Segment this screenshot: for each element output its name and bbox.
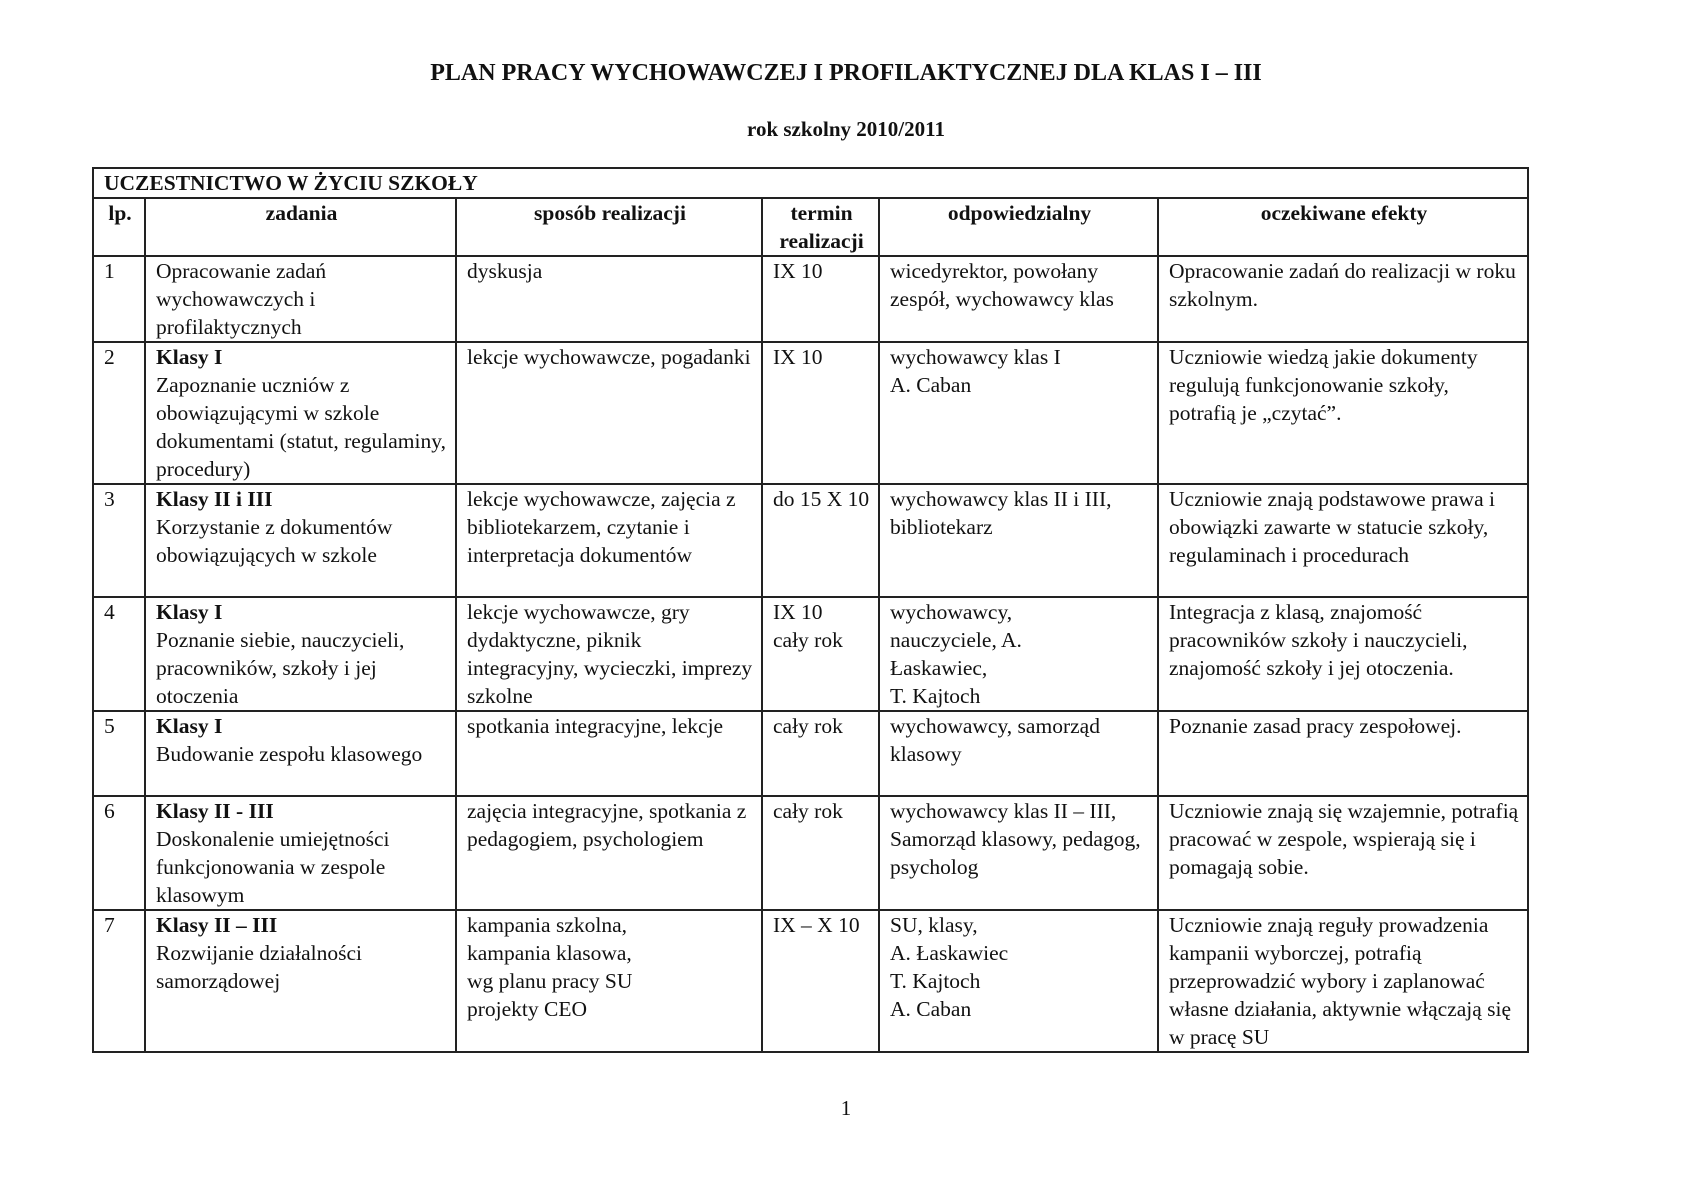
- cell-efekty: Integracja z klasą, znajomość pracowników szkoły i nauczycieli, znajomość szkoły i jej otoczenia.: [1158, 597, 1528, 711]
- cell-zadania: [145, 342, 456, 484]
- cell-odpowiedzialny: [879, 342, 1158, 484]
- cell-termin: do 15 X 10: [762, 484, 879, 597]
- cell-lp: 6: [93, 796, 145, 910]
- responsible-line: SU, klasy,: [890, 913, 978, 937]
- cell-efekty: Uczniowie znają reguły prowadzenia kampanii wyborczej, potrafią przeprowadzić wybory i zaplanować własne działania, aktywnie włączają się w pracę SU: [1158, 910, 1528, 1052]
- class-group-label: Klasy II – III: [156, 913, 278, 937]
- table-row: [93, 597, 1528, 711]
- cell-odpowiedzialny: [879, 910, 1158, 1052]
- responsible-line: A. Caban: [890, 997, 972, 1021]
- table-row: [93, 711, 1528, 796]
- section-row: [93, 168, 1528, 198]
- cell-zadania: Opracowanie zadań wychowawczych i profilaktycznych: [145, 256, 456, 342]
- cell-zadania: [145, 597, 456, 711]
- page-title: PLAN PRACY WYCHOWAWCZEJ I PROFILAKTYCZNEJ DLA KLAS I – III: [430, 60, 1262, 86]
- method-line: kampania szkolna,: [467, 913, 628, 937]
- table-row: [93, 796, 1528, 910]
- header-termin: termin realizacji: [762, 198, 879, 256]
- task-text: Zapoznanie uczniów z obowiązującymi w szkole dokumentami (statut, regulaminy, procedury): [156, 373, 446, 481]
- task-text: Doskonalenie umiejętności funkcjonowania w zespole klasowym: [156, 827, 390, 907]
- cell-zadania: [145, 796, 456, 910]
- cell-efekty: Opracowanie zadań do realizacji w roku szkolnym.: [1158, 256, 1528, 342]
- cell-sposob: lekcje wychowawcze, pogadanki: [456, 342, 762, 484]
- cell-sposob: lekcje wychowawcze, gry dydaktyczne, piknik integracyjny, wycieczki, imprezy szkolne: [456, 597, 762, 711]
- cell-efekty: Uczniowie znają się wzajemnie, potrafią pracować w zespole, wspierają się i pomagają sobie.: [1158, 796, 1528, 910]
- cell-zadania: [145, 711, 456, 796]
- responsible-line: T. Kajtoch: [890, 684, 981, 708]
- cell-lp: 5: [93, 711, 145, 796]
- cell-sposob: zajęcia integracyjne, spotkania z pedagogiem, psychologiem: [456, 796, 762, 910]
- page-number: 1: [840, 1096, 852, 1120]
- cell-efekty: Poznanie zasad pracy zespołowej.: [1158, 711, 1528, 796]
- cell-lp: 3: [93, 484, 145, 597]
- page-subtitle: rok szkolny 2010/2011: [747, 117, 945, 141]
- method-line: wg planu pracy SU: [467, 969, 633, 993]
- responsible-line: nauczyciele, A.: [890, 628, 1022, 652]
- class-group-label: Klasy I: [156, 345, 223, 369]
- responsible-line: A. Caban: [890, 373, 972, 397]
- class-group-label: Klasy I: [156, 600, 223, 624]
- cell-sposob: spotkania integracyjne, lekcje: [456, 711, 762, 796]
- header-row: [93, 198, 1528, 256]
- task-text: Korzystanie z dokumentów obowiązujących w szkole: [156, 515, 393, 567]
- class-group-label: Klasy I: [156, 714, 223, 738]
- cell-termin: IX 10: [762, 342, 879, 484]
- cell-lp: 7: [93, 910, 145, 1052]
- term-line: cały rok: [773, 628, 843, 652]
- term-line: IX 10: [773, 600, 823, 624]
- task-text: Budowanie zespołu klasowego: [156, 742, 423, 766]
- cell-odpowiedzialny: wychowawcy, samorząd klasowy: [879, 711, 1158, 796]
- responsible-line: wychowawcy,: [890, 600, 1013, 624]
- cell-efekty: Uczniowie znają podstawowe prawa i obowiązki zawarte w statucie szkoły, regulaminach i procedurach: [1158, 484, 1528, 597]
- cell-sposob: dyskusja: [456, 256, 762, 342]
- responsible-line: wychowawcy klas I: [890, 345, 1061, 369]
- cell-zadania: [145, 910, 456, 1052]
- cell-lp: 4: [93, 597, 145, 711]
- cell-termin: cały rok: [762, 796, 879, 910]
- cell-odpowiedzialny: wychowawcy klas II i III, bibliotekarz: [879, 484, 1158, 597]
- cell-termin: [762, 597, 879, 711]
- responsible-line: Łaskawiec,: [890, 656, 988, 680]
- cell-odpowiedzialny: wychowawcy klas II – III, Samorząd klasowy, pedagog, psycholog: [879, 796, 1158, 910]
- cell-odpowiedzialny: wicedyrektor, powołany zespół, wychowawcy klas: [879, 256, 1158, 342]
- header-efekty: oczekiwane efekty: [1158, 198, 1528, 256]
- class-group-label: Klasy II - III: [156, 799, 274, 823]
- responsible-line: A. Łaskawiec: [890, 941, 1009, 965]
- cell-sposob: [456, 910, 762, 1052]
- cell-lp: 1: [93, 256, 145, 342]
- table-row: [93, 256, 1528, 342]
- plan-table: [92, 167, 1529, 1053]
- header-lp: lp.: [93, 198, 145, 256]
- header-odpowiedzialny: odpowiedzialny: [879, 198, 1158, 256]
- table-row: [93, 910, 1528, 1052]
- table-row: [93, 342, 1528, 484]
- class-group-label: Klasy II i III: [156, 487, 273, 511]
- task-text: Poznanie siebie, nauczycieli, pracowników, szkoły i jej otoczenia: [156, 628, 405, 708]
- cell-efekty: Uczniowie wiedzą jakie dokumenty regulują funkcjonowanie szkoły, potrafią je „czytać”.: [1158, 342, 1528, 484]
- cell-zadania: [145, 484, 456, 597]
- method-line: kampania klasowa,: [467, 941, 632, 965]
- section-title: UCZESTNICTWO W ŻYCIU SZKOŁY: [93, 168, 1528, 198]
- cell-lp: 2: [93, 342, 145, 484]
- header-sposob: sposób realizacji: [456, 198, 762, 256]
- table-row: [93, 484, 1528, 597]
- cell-odpowiedzialny: [879, 597, 1158, 711]
- cell-termin: IX – X 10: [762, 910, 879, 1052]
- cell-termin: IX 10: [762, 256, 879, 342]
- responsible-line: T. Kajtoch: [890, 969, 981, 993]
- cell-termin: cały rok: [762, 711, 879, 796]
- task-text: Rozwijanie działalności samorządowej: [156, 941, 362, 993]
- cell-sposob: lekcje wychowawcze, zajęcia z bibliotekarzem, czytanie i interpretacja dokumentów: [456, 484, 762, 597]
- header-zadania: zadania: [145, 198, 456, 256]
- method-line: projekty CEO: [467, 997, 588, 1021]
